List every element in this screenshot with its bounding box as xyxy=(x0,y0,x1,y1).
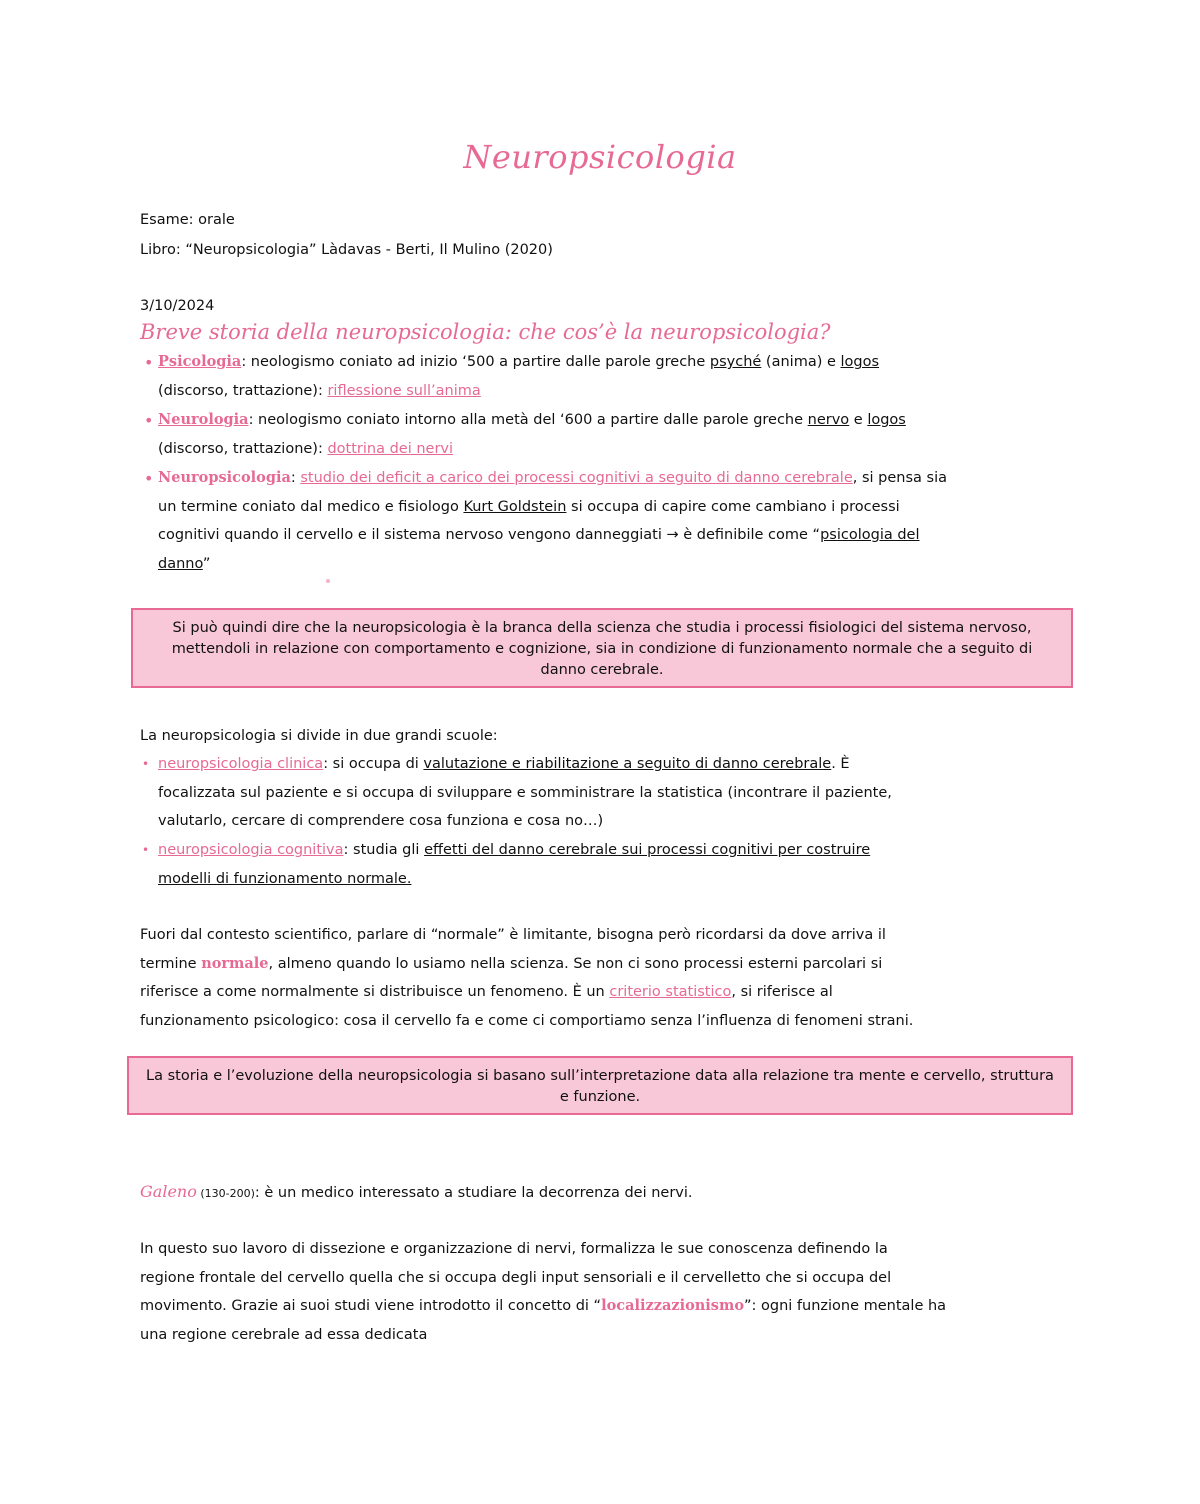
school-cognitiva: neuropsicologia cognitiva: studia gli effetti del danno cerebrale sui processi cognitivi per costruire modelli di funzionamento normale. xyxy=(158,842,871,887)
bullet-icon: • xyxy=(142,843,150,857)
bullet-icon: • xyxy=(144,353,154,372)
term-neuropsicologia: Neuropsicologia xyxy=(158,469,291,486)
school-clinica: neuropsicologia clinica: si occupa di valutazione e riabilitazione a seguito di danno cerebrale. È focalizzata sul paziente e si occupa di sviluppare e somministrare la statistica (incontrare il paziente, valutarlo, cercare di comprendere cosa funziona e cosa no…) xyxy=(158,756,892,829)
term-neurologia: Neurologia xyxy=(158,411,249,428)
definition-psicologia: Psicologia: neologismo coniato ad inizio ‘500 a partire dalle parole greche psyché (anima) e logos (discorso, trattazione): riflessione sull’anima xyxy=(158,353,880,399)
term-localizzazionismo: localizzazionismo xyxy=(601,1297,744,1314)
term-clinica: neuropsicologia clinica xyxy=(158,756,324,772)
definition-neuropsicologia: Neuropsicologia: studio dei deficit a carico dei processi cognitivi a seguito di danno cerebrale, si pensa sia un termine coniato dal medico e fisiologo Kurt Goldstein si occupa di capire come cambiano i processi cognitivi quando il cervello e il sistema nervoso vengono danneggiati → è definibile come “psicologia del danno” xyxy=(158,469,948,572)
highlight-riflessione: riflessione sull’anima xyxy=(327,382,481,399)
highlight-studio-deficit: studio dei deficit a carico dei processi cognitivi a seguito di danno cerebrale xyxy=(300,470,853,486)
stray-dot xyxy=(326,579,330,583)
bullet-icon: • xyxy=(144,469,154,488)
highlight-criterio: criterio statistico xyxy=(609,984,732,1000)
section-heading: Breve storia della neuropsicologia: che cos’è la neuropsicologia? xyxy=(140,320,831,344)
book-line: Libro: “Neuropsicologia” Làdavas - Berti, Il Mulino (2020) xyxy=(140,242,553,258)
galeno-line: Galeno (130-200): è un medico interessato a studiare la decorrenza dei nervi. xyxy=(140,1182,693,1201)
highlight-dottrina: dottrina dei nervi xyxy=(327,440,454,457)
bullet-icon: • xyxy=(144,411,154,430)
paragraph-galeno: In questo suo lavoro di dissezione e organizzazione di nervi, formalizza le sue conoscenza definendo la regione frontale del cervello quella che si occupa degli input sensoriali e il cervelletto che si occupa del movimento. Grazie ai suoi studi viene introdotto il concetto di “localizzazionismo”: ogni funzione mentale ha una regione cerebrale ad essa dedicata xyxy=(140,1241,947,1343)
name-galeno: Galeno xyxy=(140,1182,197,1201)
document-title: Neuropsicologia xyxy=(463,138,737,176)
term-cognitiva: neuropsicologia cognitiva xyxy=(158,842,344,858)
definition-neurologia: Neurologia: neologismo coniato intorno alla metà del ‘600 a partire dalle parole greche nervo e logos (discorso, trattazione): dottrina dei nervi xyxy=(158,411,906,457)
term-normale: normale xyxy=(201,954,269,972)
paragraph-normale: Fuori dal contesto scientifico, parlare di “normale” è limitante, bisogna però ricordarsi da dove arriva il termine normale, almeno quando lo usiamo nella scienza. Se non ci sono processi esterni parcolari si riferisce a come normalmente si distribuisce un fenomeno. È un criterio statistico, si riferisce al funzionamento psicologico: cosa il cervello fa e come ci comportiamo senza l’influenza di fenomeni strani. xyxy=(140,927,914,1029)
term-psicologia: Psicologia xyxy=(158,353,242,370)
exam-line: Esame: orale xyxy=(140,212,235,228)
highlight-box-definition: Si può quindi dire che la neuropsicologia è la branca della scienza che studia i processi fisiologici del sistema nervoso, mettendoli in relazione con comportamento e cognizione, sia in condizione di funzionamento normale che a seguito di danno cerebrale. xyxy=(131,608,1073,688)
bullet-icon: • xyxy=(142,757,150,771)
name-goldstein: Kurt Goldstein xyxy=(463,498,567,515)
schools-intro: La neuropsicologia si divide in due grandi scuole: xyxy=(140,728,498,744)
date-line: 3/10/2024 xyxy=(140,298,215,314)
highlight-box-storia: La storia e l’evoluzione della neuropsicologia si basano sull’interpretazione data alla relazione tra mente e cervello, struttura e funzione. xyxy=(127,1056,1073,1115)
